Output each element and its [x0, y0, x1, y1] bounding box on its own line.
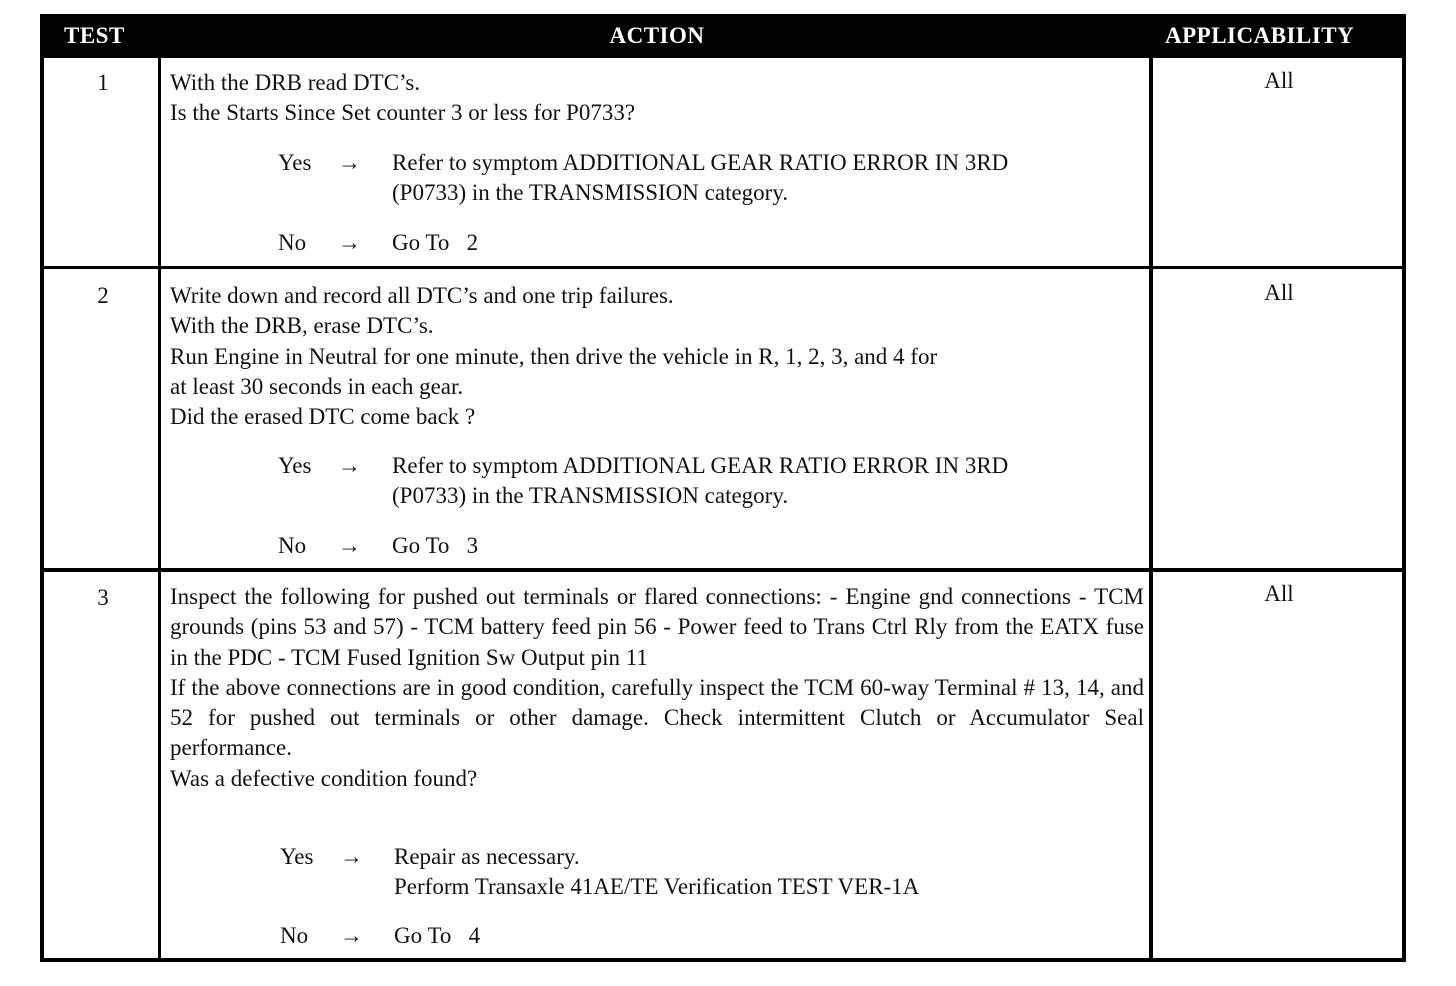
action-line: Is the Starts Since Set counter 3 or less for P0733?: [170, 100, 636, 126]
applicability-value: All: [1264, 280, 1294, 305]
test-number: 3: [97, 585, 109, 610]
action-line: Write down and record all DTC’s and one trip failures.: [170, 283, 674, 308]
row-divider: [44, 266, 1402, 269]
no-label: No: [280, 923, 309, 948]
action-line: Run Engine in Neutral for one minute, then drive the vehicle in R, 1, 2, 3, and 4 for: [170, 343, 938, 369]
yes-text: Refer to symptom ADDITIONAL GEAR RATIO ERROR IN 3RD: [392, 453, 1009, 478]
action-cell: [170, 68, 1144, 129]
action-line: With the DRB read DTC’s.: [170, 70, 421, 95]
no-text: Go To 3: [392, 533, 479, 558]
header-test: TEST: [64, 23, 125, 48]
yes-label: Yes: [278, 453, 312, 478]
column-divider: [1149, 58, 1153, 958]
action-line: Did the erased DTC come back ?: [170, 404, 476, 430]
yes-text: Repair as necessary.: [394, 844, 580, 869]
yes-label: Yes: [280, 844, 314, 869]
arrow-icon: →: [338, 453, 361, 478]
action-line: With the DRB, erase DTC’s.: [170, 313, 434, 339]
arrow-icon: →: [338, 230, 361, 255]
test-number: 2: [97, 283, 109, 308]
action-line: If the above connections are in good condition, carefully inspect the TCM 60-way Terminal # 13, 14, and 52 for pushed out terminals or other damage. Check intermittent Clutch or Accumulator Seal performance.: [170, 674, 1144, 761]
applicability-value: All: [1264, 68, 1294, 93]
no-text: Go To 2: [392, 230, 479, 255]
action-line: Was a defective condition found?: [170, 765, 478, 791]
column-divider: [158, 58, 161, 958]
yes-text: (P0733) in the TRANSMISSION category.: [392, 180, 789, 205]
header-action: ACTION: [609, 23, 705, 48]
no-label: No: [278, 230, 307, 255]
table-header: [44, 18, 1402, 58]
applicability-value: All: [1264, 581, 1294, 606]
arrow-icon: →: [338, 150, 361, 175]
header-applicability: APPLICABILITY: [1165, 23, 1355, 48]
action-cell: [170, 582, 1144, 794]
yes-response: [278, 148, 1008, 208]
test-number: 1: [97, 70, 109, 95]
yes-label: Yes: [278, 150, 312, 175]
no-label: No: [278, 533, 307, 558]
yes-text: (P0733) in the TRANSMISSION category.: [392, 483, 789, 508]
yes-text: Refer to symptom ADDITIONAL GEAR RATIO ERROR IN 3RD: [392, 150, 1009, 175]
yes-response: [278, 451, 1008, 511]
yes-text: Perform Transaxle 41AE/TE Verification TEST VER-1A: [394, 874, 920, 899]
yes-response: [280, 842, 919, 902]
no-text: Go To 4: [394, 923, 481, 948]
action-line: Inspect the following for pushed out terminals or flared connections: - Engine gnd connections - TCM grounds (pins 53 and 57) - TCM battery feed pin 56 - Power feed to Trans Ctrl Rly from the EATX fuse in the PDC - TCM Fused Ignition Sw Output pin 11: [170, 584, 1144, 670]
arrow-icon: →: [340, 923, 363, 948]
arrow-icon: →: [338, 533, 361, 558]
no-response: [278, 531, 478, 561]
no-response: [278, 228, 478, 258]
row-divider: [44, 568, 1402, 572]
action-cell: [170, 281, 1144, 432]
arrow-icon: →: [340, 844, 363, 869]
no-response: [280, 921, 480, 951]
action-line: at least 30 seconds in each gear.: [170, 373, 464, 399]
diagnostic-test-table: [40, 14, 1406, 962]
